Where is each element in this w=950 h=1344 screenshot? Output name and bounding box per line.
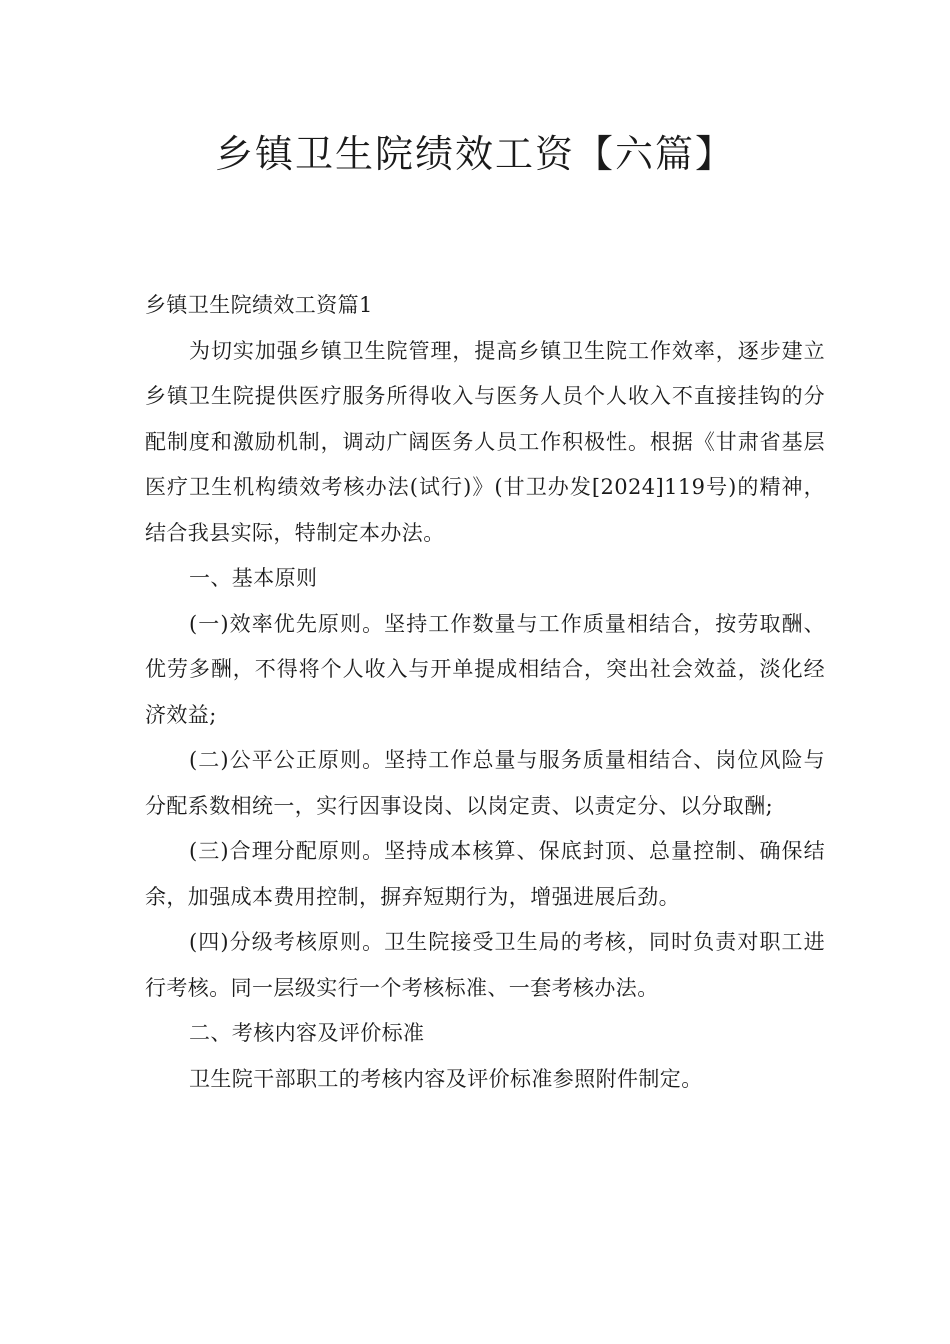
section-title: 乡镇卫生院绩效工资篇1 [145, 293, 373, 317]
paragraph-principle-1: (一)效率优先原则。坚持工作数量与工作质量相结合，按劳取酬、优劳多酬，不得将个人收入与开单提成相结合，突出社会效益，淡化经济效益; [145, 611, 825, 727]
paragraph-principle-3: (三)合理分配原则。坚持成本核算、保底封顶、总量控制、确保结余，加强成本费用控制，摒弃短期行为，增强进展后劲。 [145, 839, 825, 909]
paragraph-assessment: 卫生院干部职工的考核内容及评价标准参照附件制定。 [189, 1066, 703, 1091]
document-title: 乡镇卫生院绩效工资【六篇】 [214, 132, 735, 176]
document-body [145, 283, 825, 1102]
paragraph-intro: 为切实加强乡镇卫生院管理，提高乡镇卫生院工作效率，逐步建立乡镇卫生院提供医疗服务所得收入与医务人员个人收入不直接挂钩的分配制度和激励机制，调动广阔医务人员工作积极性。根据《甘肃省基层医疗卫生机构绩效考核办法(试行)》(甘卫办发[2024]119号)的精神，结合我县实际，特制定本办法。 [145, 338, 825, 545]
paragraph-principle-2: (二)公平公正原则。坚持工作总量与服务质量相结合、岗位风险与分配系数相统一，实行因事设岗、以岗定责、以责定分、以分取酬; [145, 748, 825, 818]
heading-basic-principles: 一、基本原则 [189, 566, 318, 590]
paragraph-principle-4: (四)分级考核原则。卫生院接受卫生局的考核，同时负责对职工进行考核。同一层级实行一个考核标准、一套考核办法。 [145, 930, 825, 1000]
heading-assessment-content: 二、考核内容及评价标准 [189, 1021, 425, 1045]
